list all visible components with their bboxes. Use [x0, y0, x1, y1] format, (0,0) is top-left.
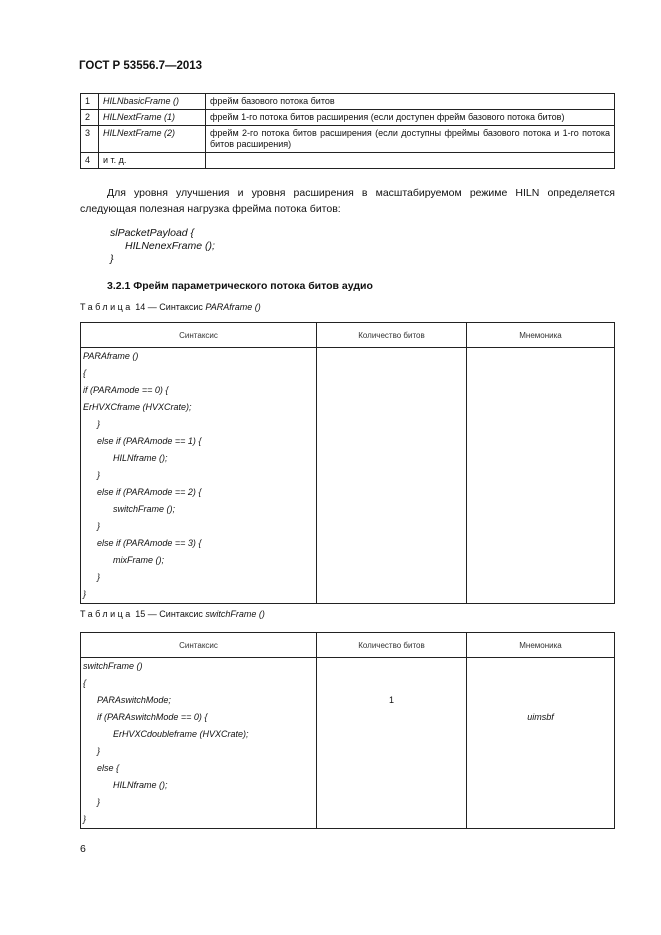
body-paragraph: Для уровня улучшения и уровня расширения в масштабируемом режиме HILN определяется следующая полезная нагрузка фрейма потока битов:: [80, 187, 615, 215]
mnemonic-cell: [467, 348, 615, 604]
code-line: slPacketPayload {: [110, 227, 195, 239]
page-number: 6: [80, 843, 86, 855]
syntax-line: }: [83, 589, 87, 599]
code-line: }: [110, 253, 114, 265]
frame-description: фрейм 1-го потока битов расширения (если доступен фрейм базового потока битов): [206, 110, 615, 126]
caption-text: 14 — Синтаксис: [132, 302, 206, 312]
row-number: 1: [81, 94, 99, 110]
syntax-line: ErHVXCdoubleframe (HVXCrate);: [113, 729, 249, 739]
syntax-line: switchFrame ();: [113, 504, 176, 514]
syntax-line: {: [83, 678, 87, 688]
caption-name: switchFrame (): [205, 609, 265, 619]
section-heading: 3.2.1 Фрейм параметрического потока битов аудио: [107, 280, 373, 292]
frame-description: фрейм 2-го потока битов расширения (если доступны фреймы базового потока и 1-го потока битов расширения): [206, 126, 615, 153]
mnemonic-value: uimsbf: [527, 712, 554, 722]
syntax-line: ErHVXCframe (HVXCrate);: [83, 402, 192, 412]
syntax-line: HILNframe ();: [113, 453, 168, 463]
syntax-header: Синтаксис: [81, 633, 317, 658]
bits-cell: [317, 658, 467, 829]
syntax-cell: [81, 658, 317, 829]
syntax-line: }: [97, 797, 101, 807]
syntax-line: {: [83, 368, 87, 378]
syntax-line: else if (PARAmode == 2) {: [97, 487, 202, 497]
syntax-line: if (PARAmode == 0) {: [83, 385, 169, 395]
frame-description: фрейм базового потока битов: [206, 94, 615, 110]
frame-name: HILNextFrame (1): [99, 110, 206, 126]
syntax-line: else if (PARAmode == 3) {: [97, 538, 202, 548]
syntax-line: }: [97, 521, 101, 531]
mnemonic-cell: [467, 658, 615, 829]
table14-caption: [80, 302, 261, 312]
frame-description: [206, 153, 615, 169]
table-row: [81, 110, 615, 126]
table15-caption: [80, 609, 265, 619]
syntax-line: else if (PARAmode == 1) {: [97, 436, 202, 446]
bits-header: Количество битов: [317, 323, 467, 348]
frame-name: и т. д.: [99, 153, 206, 169]
syntax-header: Синтаксис: [81, 323, 317, 348]
table-row: [81, 126, 615, 153]
document-header: ГОСТ Р 53556.7—2013: [79, 60, 203, 72]
table15: [80, 632, 615, 829]
syntax-line: if (PARAswitchMode == 0) {: [97, 712, 208, 722]
row-number: 3: [81, 126, 99, 153]
syntax-line: else {: [97, 763, 120, 773]
syntax-line: }: [97, 419, 101, 429]
code-line: HILNenexFrame ();: [125, 240, 215, 252]
caption-text: 15 — Синтаксис: [132, 609, 206, 619]
syntax-cell: [81, 348, 317, 604]
table-row: [81, 348, 615, 604]
syntax-line: mixFrame ();: [113, 555, 164, 565]
syntax-line: PARAswitchMode;: [97, 695, 171, 705]
row-number: 4: [81, 153, 99, 169]
table-row: [81, 94, 615, 110]
syntax-line: }: [97, 746, 101, 756]
syntax-line: PARAframe (): [83, 351, 139, 361]
frame-name: HILNextFrame (2): [99, 126, 206, 153]
frame-name: HILNbasicFrame (): [99, 94, 206, 110]
syntax-line: switchFrame (): [83, 661, 143, 671]
caption-prefix: Таблица: [80, 302, 133, 312]
hiln-frame-table: [80, 93, 615, 169]
caption-name: PARAframe (): [205, 302, 261, 312]
table-row: [81, 658, 615, 829]
table-row: [81, 153, 615, 169]
bits-cell: [317, 348, 467, 604]
syntax-line: }: [97, 470, 101, 480]
mnemonic-header: Мнемоника: [467, 633, 615, 658]
table14: [80, 322, 615, 604]
row-number: 2: [81, 110, 99, 126]
bits-value: 1: [388, 695, 394, 705]
bits-header: Количество битов: [317, 633, 467, 658]
syntax-line: HILNframe ();: [113, 780, 168, 790]
syntax-line: }: [97, 572, 101, 582]
mnemonic-header: Мнемоника: [467, 323, 615, 348]
table-header-row: [81, 323, 615, 348]
caption-prefix: Таблица: [80, 609, 133, 619]
syntax-line: }: [83, 814, 87, 824]
table-header-row: [81, 633, 615, 658]
